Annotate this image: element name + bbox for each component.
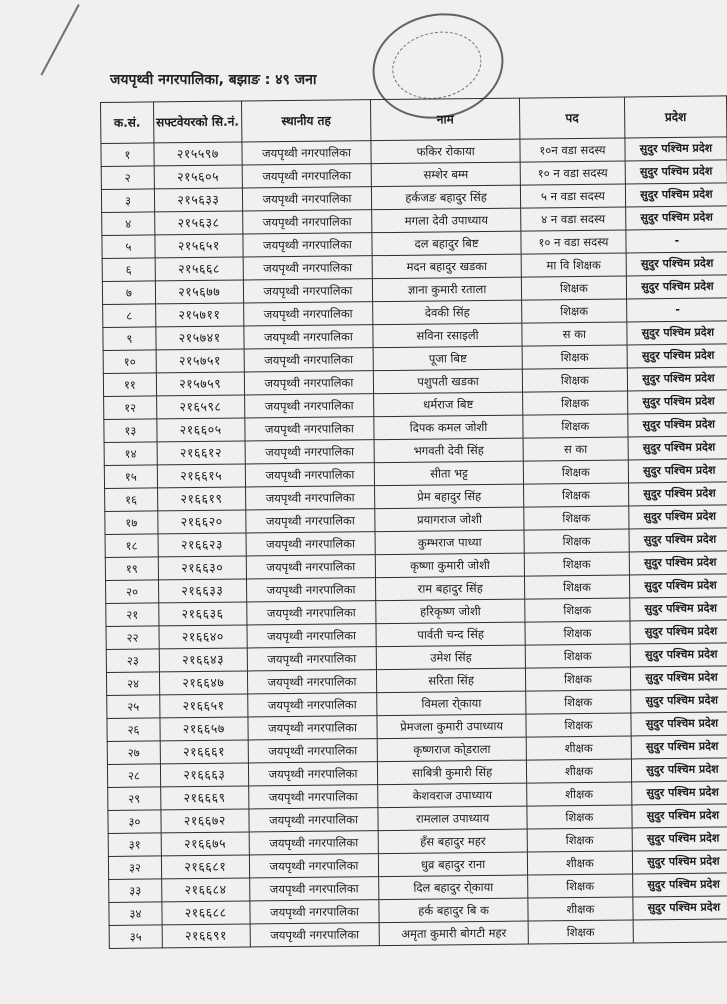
serial-cell: ६ [102, 258, 155, 282]
local-level-cell: जयपृथ्वी नगरपालिका [244, 417, 374, 441]
local-level-cell: जयपृथ्वी नगरपालिका [247, 624, 377, 648]
province-cell: सुदुर पश्चिम प्रदेश [627, 390, 727, 414]
post-cell: शिक्षक [524, 552, 629, 576]
local-level-cell: जयपृथ्वी नगरपालिका [247, 647, 377, 671]
province-cell: सुदुर पश्चिम प्रदेश [632, 804, 727, 828]
post-cell: १०न वडा सदस्य [520, 138, 625, 162]
page-title: जयपृथ्वी नगरपालिका, बझाङ : ४९ जना [110, 72, 317, 88]
province-cell: - [626, 298, 727, 322]
local-level-cell: जयपृथ्वी नगरपालिका [244, 325, 374, 349]
local-level-cell: जयपृथ्वी नगरपालिका [243, 302, 373, 326]
local-level-cell: जयपृथ्वी नगरपालिका [246, 578, 376, 602]
post-cell: स का [522, 322, 627, 346]
software-no-cell: २१६६५७ [160, 717, 248, 741]
scan-pen-line [40, 4, 79, 76]
post-cell: शिक्षक [525, 598, 630, 622]
province-cell: सुदुर पश्चिम प्रदेश [629, 574, 727, 598]
local-level-cell: जयपृथ्वी नगरपालिका [245, 486, 375, 510]
post-cell: शिक्षक [528, 920, 633, 944]
name-cell: सीता भट्ट [374, 461, 523, 486]
software-no-cell: २१६६१९ [157, 487, 245, 511]
header-local-level: स्थानीय तह [241, 100, 371, 142]
serial-cell: ८ [103, 304, 156, 328]
software-no-cell: २१५६३३ [154, 188, 242, 212]
post-cell: शिक्षक [523, 391, 628, 415]
name-cell: हँस बहादुर महर [378, 829, 527, 854]
province-cell: सुदुर पश्चिम प्रदेश [625, 160, 727, 184]
name-cell: सरिता सिंह [377, 668, 526, 693]
serial-cell: २२ [106, 626, 159, 650]
software-no-cell: २१५६५१ [155, 234, 243, 258]
name-cell: सविना रसाइली [373, 323, 522, 348]
province-cell: सुदुर पश्चिम प्रदेश [628, 482, 727, 506]
software-no-cell: २१६६६९ [161, 786, 249, 810]
software-no-cell: २१६६१२ [157, 441, 245, 465]
post-cell: १० न वडा सदस्य [521, 230, 626, 254]
local-level-cell: जयपृथ्वी नगरपालिका [245, 509, 375, 533]
province-cell: सुदुर पश्चिम प्रदेश [627, 367, 727, 391]
local-level-cell: जयपृथ्वी नगरपालिका [245, 440, 375, 464]
header-name: नाम [371, 98, 520, 141]
local-level-cell: जयपृथ्वी नगरपालिका [247, 693, 377, 717]
header-serial: क.सं. [101, 102, 154, 144]
province-cell: सुदुर पश्चिम प्रदेश [629, 551, 727, 575]
post-cell: शीक्षक [527, 851, 632, 875]
software-no-cell: २१५७११ [156, 303, 244, 327]
name-cell: रामलाल उपाध्याय [378, 806, 527, 831]
software-no-cell: २१६६३३ [158, 579, 246, 603]
software-no-cell: २१६६५१ [160, 694, 248, 718]
post-cell: शिक्षक [528, 874, 633, 898]
serial-cell: २० [106, 580, 159, 604]
header-post: पद [519, 97, 624, 139]
post-cell: १० न वडा सदस्य [520, 161, 625, 185]
serial-cell: १९ [105, 557, 158, 581]
name-cell: कृष्णा कुमारी जोशी [375, 553, 524, 578]
name-cell: हर्कजङ बहादुर सिंह [372, 185, 521, 210]
province-cell: सुदुर पश्चिम प्रदेश [626, 252, 727, 276]
header-province: प्रदेश [624, 96, 727, 138]
local-level-cell: जयपृथ्वी नगरपालिका [250, 900, 380, 924]
province-cell [633, 919, 727, 943]
serial-cell: ५ [102, 235, 155, 259]
name-cell: कुम्भराज पाध्या [375, 530, 524, 555]
province-cell: सुदुर पश्चिम प्रदेश [627, 321, 727, 345]
province-cell: सुदुर पश्चिम प्रदेश [625, 183, 727, 207]
local-level-cell: जयपृथ्वी नगरपालिका [244, 394, 374, 418]
post-cell: शिक्षक [524, 529, 629, 553]
software-no-cell: २१६६४० [159, 625, 247, 649]
software-no-cell: २१५७५१ [156, 349, 244, 373]
province-cell: सुदुर पश्चिम प्रदेश [630, 620, 727, 644]
serial-cell: २४ [106, 672, 159, 696]
province-cell: सुदुर पश्चिम प्रदेश [631, 781, 727, 805]
province-cell: सुदुर पश्चिम प्रदेश [630, 643, 727, 667]
serial-cell: ३४ [109, 902, 162, 926]
local-level-cell: जयपृथ्वी नगरपालिका [244, 371, 374, 395]
local-level-cell: जयपृथ्वी नगरपालिका [248, 762, 378, 786]
province-cell: सुदुर पश्चिम प्रदेश [629, 505, 727, 529]
province-cell: सुदुर पश्चिम प्रदेश [633, 896, 727, 920]
serial-cell: २९ [108, 787, 161, 811]
local-level-cell: जयपृथ्वी नगरपालिका [249, 877, 379, 901]
post-cell: शिक्षक [523, 414, 628, 438]
serial-cell: २८ [107, 764, 160, 788]
post-cell: शिक्षक [523, 460, 628, 484]
serial-cell: ३३ [109, 879, 162, 903]
serial-cell: २७ [107, 741, 160, 765]
software-no-cell: २१५६७७ [155, 280, 243, 304]
post-cell: शिक्षक [523, 483, 628, 507]
local-level-cell: जयपृथ्वी नगरपालिका [246, 601, 376, 625]
name-cell: देवकी सिंह [373, 300, 522, 325]
serial-cell: २५ [107, 695, 160, 719]
post-cell: शिक्षक [527, 828, 632, 852]
software-no-cell: २१५६३८ [155, 211, 243, 235]
name-cell: धर्मराज बिष्ट [374, 392, 523, 417]
local-level-cell: जयपृथ्वी नगरपालिका [244, 348, 374, 372]
name-cell: पार्वती चन्द सिंह [376, 622, 525, 647]
name-cell: मगला देवी उपाध्याय [372, 208, 521, 233]
local-level-cell: जयपृथ्वी नगरपालिका [249, 808, 379, 832]
software-no-cell: २१६६४३ [159, 648, 247, 672]
province-cell: - [626, 229, 727, 253]
name-cell: दिपक कमल जोशी [374, 415, 523, 440]
name-cell: प्रेम बहादुर सिंह [375, 484, 524, 509]
post-cell: शिक्षक [525, 667, 630, 691]
name-cell: केशवराज उपाध्याय [378, 783, 527, 808]
serial-cell: २३ [106, 649, 159, 673]
local-level-cell: जयपृथ्वी नगरपालिका [242, 164, 372, 188]
local-level-cell: जयपृथ्वी नगरपालिका [248, 785, 378, 809]
post-cell: शिक्षक [522, 299, 627, 323]
serial-cell: १६ [105, 488, 158, 512]
post-cell: शिक्षक [522, 368, 627, 392]
name-cell: दल बहादुर बिष्ट [372, 231, 521, 256]
name-cell: पशुपती खडका [374, 369, 523, 394]
software-no-cell: २१६६२० [158, 510, 246, 534]
province-cell: सुदुर पश्चिम प्रदेश [631, 758, 727, 782]
name-cell: प्रेमजला कुमारी उपाध्याय [377, 714, 526, 739]
province-cell: सुदुर पश्चिम प्रदेश [626, 275, 727, 299]
post-cell: ५ न वडा सदस्य [520, 184, 625, 208]
software-no-cell: २१६६६१ [160, 740, 248, 764]
software-no-cell: २१६६३६ [159, 602, 247, 626]
local-level-cell: जयपृथ्वी नगरपालिका [249, 831, 379, 855]
serial-cell: १ [101, 143, 154, 167]
software-no-cell: २१६६८१ [161, 855, 249, 879]
software-no-cell: २१६६८८ [162, 901, 250, 925]
post-cell: ४ न वडा सदस्य [521, 207, 626, 231]
local-level-cell: जयपृथ्वी नगरपालिका [247, 670, 377, 694]
software-no-cell: २१६६८४ [162, 878, 250, 902]
post-cell: शिक्षक [522, 345, 627, 369]
province-cell: सुदुर पश्चिम प्रदेश [625, 137, 727, 161]
post-cell: शिक्षक [525, 644, 630, 668]
local-level-cell: जयपृथ्वी नगरपालिका [248, 739, 378, 763]
name-cell: पूजा बिष्ट [373, 346, 522, 371]
province-cell: सुदुर पश्चिम प्रदेश [630, 666, 727, 690]
post-cell: शिक्षक [524, 575, 629, 599]
serial-cell: ११ [103, 373, 156, 397]
name-cell: फकिर रोकाया [371, 139, 520, 164]
serial-cell: १८ [105, 534, 158, 558]
serial-cell: २६ [107, 718, 160, 742]
software-no-cell: २१६६७५ [161, 832, 249, 856]
serial-cell: ९ [103, 327, 156, 351]
local-level-cell: जयपृथ्वी नगरपालिका [243, 233, 373, 257]
province-cell: सुदुर पश्चिम प्रदेश [627, 344, 727, 368]
province-cell: सुदुर पश्चिम प्रदेश [629, 528, 727, 552]
province-cell: सुदुर पश्चिम प्रदेश [628, 459, 727, 483]
serial-cell: ७ [102, 281, 155, 305]
province-cell: सुदुर पश्चिम प्रदेश [631, 712, 727, 736]
name-cell: भगवती देवी सिंह [374, 438, 523, 463]
staff-table [100, 95, 727, 949]
name-cell: उमेश सिंह [376, 645, 525, 670]
software-no-cell: २१५५९७ [154, 142, 242, 166]
software-no-cell: २१६६४७ [159, 671, 247, 695]
post-cell: शिक्षक [526, 690, 631, 714]
post-cell: शीक्षक [526, 736, 631, 760]
name-cell: मदन बहादुर खडका [372, 254, 521, 279]
serial-cell: १४ [104, 442, 157, 466]
serial-cell: ४ [102, 212, 155, 236]
software-no-cell: २१५६६८ [155, 257, 243, 281]
software-no-cell: २१६६६३ [160, 763, 248, 787]
serial-cell: ३२ [108, 856, 161, 880]
name-cell: धुव्र बहादुर राना [379, 852, 528, 877]
post-cell: शीक्षक [527, 782, 632, 806]
province-cell: सुदुर पश्चिम प्रदेश [632, 873, 727, 897]
province-cell: सुदुर पश्चिम प्रदेश [628, 436, 727, 460]
serial-cell: १७ [105, 511, 158, 535]
local-level-cell: जयपृथ्वी नगरपालिका [246, 532, 376, 556]
post-cell: मा वि शिक्षक [521, 253, 626, 277]
software-no-cell: २१६६३० [158, 556, 246, 580]
local-level-cell: जयपृथ्वी नगरपालिका [243, 279, 373, 303]
local-level-cell: जयपृथ्वी नगरपालिका [245, 463, 375, 487]
software-no-cell: २१६६२३ [158, 533, 246, 557]
software-no-cell: २१६६७२ [161, 809, 249, 833]
post-cell: शिक्षक [526, 713, 631, 737]
post-cell: स का [523, 437, 628, 461]
name-cell: अमृता कुमारी बोगटी महर [379, 921, 528, 946]
header-software-no: सफ्टवेयरको सि.नं. [153, 101, 241, 143]
software-no-cell: २१६६०५ [157, 418, 245, 442]
software-no-cell: २१६६९१ [162, 924, 250, 948]
software-no-cell: २१५६०५ [154, 165, 242, 189]
province-cell: सुदुर पश्चिम प्रदेश [631, 735, 727, 759]
local-level-cell: जयपृथ्वी नगरपालिका [242, 210, 372, 234]
serial-cell: ३५ [109, 925, 162, 949]
software-no-cell: २१६५९८ [156, 395, 244, 419]
province-cell: सुदुर पश्चिम प्रदेश [630, 597, 727, 621]
software-no-cell: २१५७५९ [156, 372, 244, 396]
table-header-row [101, 96, 727, 144]
name-cell: हर्क बहादुर बि क [379, 898, 528, 923]
software-no-cell: २१६६१५ [157, 464, 245, 488]
name-cell: प्रयागराज जोशी [375, 507, 524, 532]
local-level-cell: जयपृथ्वी नगरपालिका [242, 187, 372, 211]
post-cell: शिक्षक [527, 805, 632, 829]
post-cell: शिक्षक [521, 276, 626, 300]
serial-cell: १२ [104, 396, 157, 420]
serial-cell: २१ [106, 603, 159, 627]
name-cell: दिल बहादुर रा्ेकाया [379, 875, 528, 900]
province-cell: सुदुर पश्चिम प्रदेश [628, 413, 727, 437]
name-cell: सम्शेर बम्म [371, 162, 520, 187]
name-cell: विमला रा्ेकाया [377, 691, 526, 716]
name-cell: कृष्णराज का्ेडराला [377, 737, 526, 762]
post-cell: शिक्षक [524, 506, 629, 530]
province-cell: सुदुर पश्चिम प्रदेश [632, 827, 727, 851]
serial-cell: १५ [104, 465, 157, 489]
serial-cell: १३ [104, 419, 157, 443]
name-cell: राम बहादुर सिंह [376, 576, 525, 601]
local-level-cell: जयपृथ्वी नगरपालिका [248, 716, 378, 740]
province-cell: सुदुर पश्चिम प्रदेश [631, 689, 727, 713]
local-level-cell: जयपृथ्वी नगरपालिका [243, 256, 373, 280]
local-level-cell: जयपृथ्वी नगरपालिका [250, 923, 380, 947]
serial-cell: १० [103, 350, 156, 374]
serial-cell: ३ [101, 189, 154, 213]
province-cell: सुदुर पश्चिम प्रदेश [632, 850, 727, 874]
post-cell: शीक्षक [526, 759, 631, 783]
name-cell: ज्ञाना कुमारी रताला [373, 277, 522, 302]
local-level-cell: जयपृथ्वी नगरपालिका [246, 555, 376, 579]
serial-cell: ३० [108, 810, 161, 834]
post-cell: शीक्षक [528, 897, 633, 921]
local-level-cell: जयपृथ्वी नगरपालिका [242, 141, 372, 165]
serial-cell: २ [101, 166, 154, 190]
province-cell: सुदुर पश्चिम प्रदेश [625, 206, 727, 230]
staff-table-container [100, 95, 727, 949]
post-cell: शिक्षक [525, 621, 630, 645]
name-cell: साबित्री कुमारी सिंह [378, 760, 527, 785]
serial-cell: ३१ [108, 833, 161, 857]
name-cell: हरिकृष्ण जोशी [376, 599, 525, 624]
local-level-cell: जयपृथ्वी नगरपालिका [249, 854, 379, 878]
software-no-cell: २१५७४१ [156, 326, 244, 350]
